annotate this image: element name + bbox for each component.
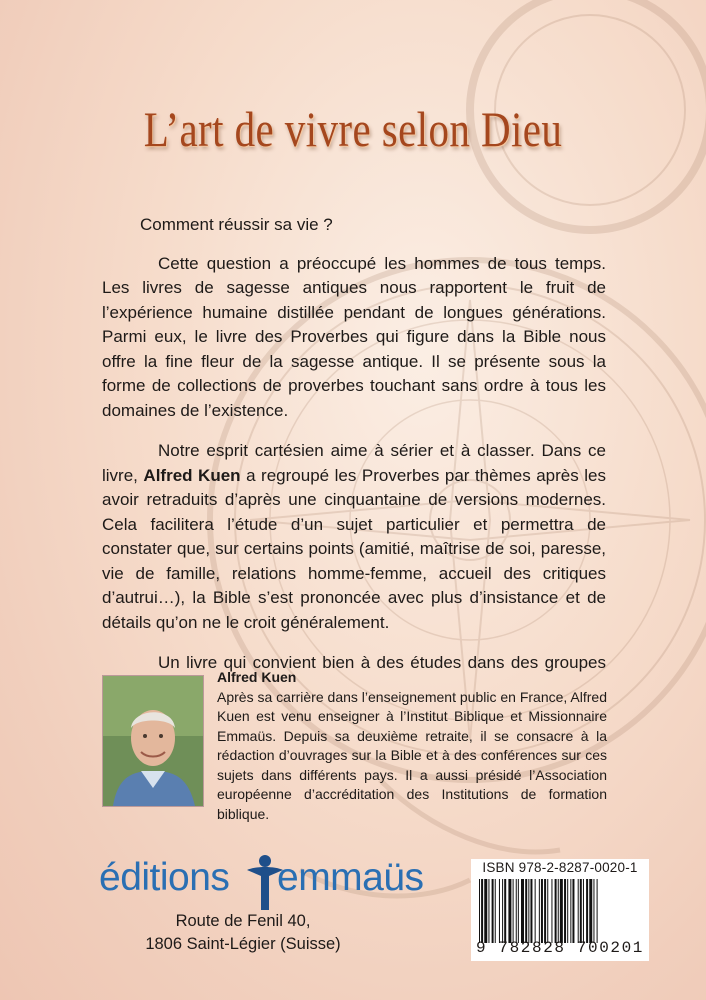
blurb-author-name: Alfred Kuen xyxy=(143,465,241,485)
blurb-paragraph-3-end: a regroupé les Proverbes par thèmes après les avoir retraduits d’après une cinquantaine de versions modernes. Cela facilitera l’étude d’un sujet particulier et permettra de constater que, sur certains points (amitié, maîtrise de soi, paresse, vie de famille, relations homme-femme, accueil des critiques d’autrui…), la Bible s’est prononcée avec plus d’insistance et de détails qu’on ne le croit généralement. xyxy=(102,465,607,632)
blurb-paragraph-3 xyxy=(102,439,606,635)
barcode-stripe xyxy=(504,879,506,943)
barcode-stripe xyxy=(586,879,588,943)
barcode-stripe xyxy=(570,879,571,943)
barcode-stripe xyxy=(551,879,552,943)
barcode-stripe xyxy=(558,879,559,943)
barcode-stripe xyxy=(502,879,503,943)
barcode-stripe xyxy=(541,879,543,943)
barcode-stripe xyxy=(495,879,496,943)
barcode-stripe xyxy=(567,879,568,943)
blurb-paragraph-2: Cette question a préoccupé les hommes de tous temps. Les livres de sagesse antiques nous rapportent le fruit de l’expérience humaine distillée pendant de longues générations. Parmi eux, le livre des Proverbes qui figure dans la Bible nous offre la fine fleur de la sagesse antique. Il se présente sous la forme de collections de proverbes touchant sans ordre à tous les domaines de l’existence. xyxy=(102,253,606,420)
barcode-stripe xyxy=(518,879,519,943)
barcode-stripe xyxy=(528,879,529,943)
isbn-barcode xyxy=(471,859,649,961)
barcode-stripe xyxy=(539,879,540,943)
barcode-stripe xyxy=(572,879,574,943)
barcode-stripe xyxy=(578,879,579,943)
barcode-stripe xyxy=(499,879,500,943)
barcode-stripe xyxy=(488,879,489,943)
barcode-stripe xyxy=(525,879,527,943)
barcode-stripe xyxy=(516,879,517,943)
barcode-stripe xyxy=(544,879,546,943)
barcode-stripe xyxy=(508,879,511,943)
author-bio xyxy=(217,668,607,824)
barcode-stripe xyxy=(547,879,548,943)
barcode-number: 9 782828 700201 xyxy=(475,939,645,957)
publisher-address xyxy=(118,910,368,956)
barcode-stripe xyxy=(535,879,536,943)
barcode-stripe xyxy=(481,879,483,943)
blurb-paragraph-1: Comment réussir sa vie ? xyxy=(140,215,333,234)
barcode-stripe xyxy=(530,879,532,943)
blurb-paragraph-3-start: Notre esprit cartésien aime à sérier et à classer. Dans ce livre, xyxy=(102,441,606,485)
barcode-stripe xyxy=(560,879,563,943)
publisher-logo-text-editions: éditions xyxy=(99,856,230,899)
barcode-stripe xyxy=(580,879,582,943)
author-photo xyxy=(102,675,204,807)
back-cover-blurb xyxy=(102,213,606,716)
publisher-logo xyxy=(99,854,424,914)
address-line-1: Route de Fenil 40, xyxy=(175,912,311,930)
barcode-stripe xyxy=(589,879,592,943)
isbn-label: ISBN 978-2-8287-0020-1 xyxy=(482,860,638,875)
barcode-stripe xyxy=(521,879,524,943)
author-bio-text: Après sa carrière dans l’enseignement public en France, Alfred Kuen est venu enseigner à l’Institut Biblique et Missionnaire Emmaüs. Depuis sa deuxième retraite, il se consacre à la rédaction d’ouvrages sur la Bible et à des conférences sur ces sujets dans différents pays. Il a aussi présidé l’Association européenne d’accréditation des Institutions de formation biblique. xyxy=(217,688,607,822)
barcode-stripe xyxy=(583,879,584,943)
barcode-stripe xyxy=(564,879,566,943)
barcode-stripe xyxy=(513,879,514,943)
publisher-logo-text-emmaus: emmaüs xyxy=(277,856,424,899)
barcode-stripe xyxy=(555,879,557,943)
barcode-stripe xyxy=(492,879,494,943)
author-name: Alfred Kuen xyxy=(217,669,297,685)
blurb-paragraph-4: Un livre qui convient bien à des études dans des groupes xyxy=(158,653,606,672)
barcode-stripe xyxy=(479,879,480,943)
barcode-stripe xyxy=(484,879,487,943)
barcode-stripe xyxy=(597,879,598,943)
barcode-stripe xyxy=(593,879,594,943)
book-title: L’art de vivre selon Dieu xyxy=(143,101,563,157)
address-line-2: 1806 Saint-Légier (Suisse) xyxy=(145,935,341,953)
barcode-bars xyxy=(479,879,643,943)
